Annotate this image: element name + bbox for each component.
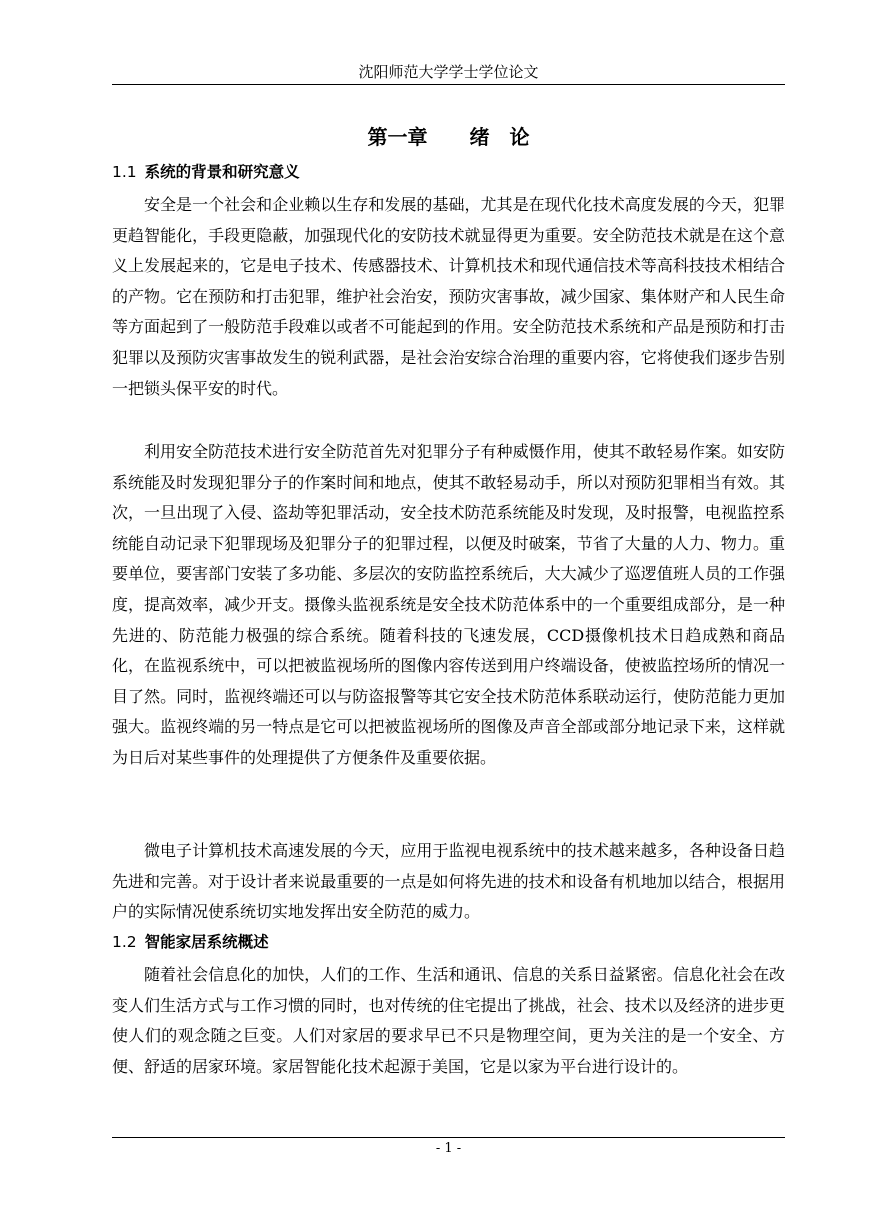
section-heading-1-2 bbox=[112, 930, 785, 954]
header-rule bbox=[112, 84, 785, 85]
chapter-title-part2: 论 bbox=[509, 125, 530, 149]
section-title: 智能家居系统概述 bbox=[144, 933, 269, 951]
section-title: 系统的背景和研究意义 bbox=[144, 163, 300, 181]
paragraph-security-background: 安全是一个社会和企业赖以生存和发展的基础，尤其是在现代化技术高度发展的今天，犯罪更趋智能化，手段更隐蔽，加强现代化的安防技术就显得更为重要。安全防范技术就是在这个意义上发展起来的，它是电子技术、传感器技术、计算机技术和现代通信技术等高科技技术相结合的产物。它在预防和打击犯罪，维护社会治安，预防灾害事故，减少国家、集体财产和人民生命等方面起到了一般防范手段难以或者不可能起到的作用。安全防范技术系统和产品是预防和打击犯罪以及预防灾害事故发生的锐利武器，是社会治安综合治理的重要内容，它将使我们逐步告别一把锁头保平安的时代。 bbox=[112, 195, 785, 398]
footer-rule bbox=[112, 1137, 785, 1138]
section-number: 1.1 bbox=[112, 163, 137, 181]
page-header: 沈阳师范大学学士学位论文 bbox=[358, 63, 539, 81]
chapter-label: 第一章 bbox=[367, 125, 428, 149]
section-heading-1-1 bbox=[112, 160, 785, 184]
paragraph-smart-home: 随着社会信息化的加快，人们的工作、生活和通讯、信息的关系日益紧密。信息化社会在改变人们生活方式与工作习惯的同时，也对传统的住宅提出了挑战，社会、技术以及经济的进步更使人们的观念随之巨变。人们对家居的要求早已不只是物理空间，更为关注的是一个安全、方便、舒适的居家环境。家居智能化技术起源于美国，它是以家为平台进行设计的。 bbox=[112, 965, 785, 1076]
section-number: 1.2 bbox=[112, 933, 137, 951]
chapter-title bbox=[112, 122, 785, 152]
paragraph-microelectronics: 微电子计算机技术高速发展的今天，应用于监视电视系统中的技术越来越多，各种设备日趋先进和完善。对于设计者来说最重要的一点是如何将先进的技术和设备有机地加以结合，根据用户的实际情况使系统切实地发挥出安全防范的威力。 bbox=[112, 841, 785, 922]
page-number: - 1 - bbox=[435, 1141, 462, 1156]
paragraph-security-effects: 利用安全防范技术进行安全防范首先对犯罪分子有种威慑作用，使其不敢轻易作案。如安防系统能及时发现犯罪分子的作案时间和地点，使其不敢轻易动手，所以对预防犯罪相当有效。其次，一旦出现了入侵、盗劫等犯罪活动，安全技术防范系统能及时发现，及时报警，电视监控系统能自动记录下犯罪现场及犯罪分子的犯罪过程，以便及时破案，节省了大量的人力、物力。重要单位，要害部门安装了多功能、多层次的安防监控系统后，大大减少了巡逻值班人员的工作强度，提高效率，减少开支。摄像头监视系统是安全技术防范体系中的一个重要组成部分，是一种先进的、防范能力极强的综合系统。随着科技的飞速发展，CCD摄像机技术日趋成熟和商品化，在监视系统中，可以把被监视场所的图像内容传送到用户终端设备，使被监控场所的情况一目了然。同时，监视终端还可以与防盗报警等其它安全技术防范体系联动运行，使防范能力更加强大。监视终端的另一特点是它可以把被监视场所的图像及声音全部或部分地记录下来，这样就为日后对某些事件的处理提供了方便条件及重要依据。 bbox=[112, 442, 785, 767]
chapter-title-part1: 绪 bbox=[469, 125, 490, 149]
